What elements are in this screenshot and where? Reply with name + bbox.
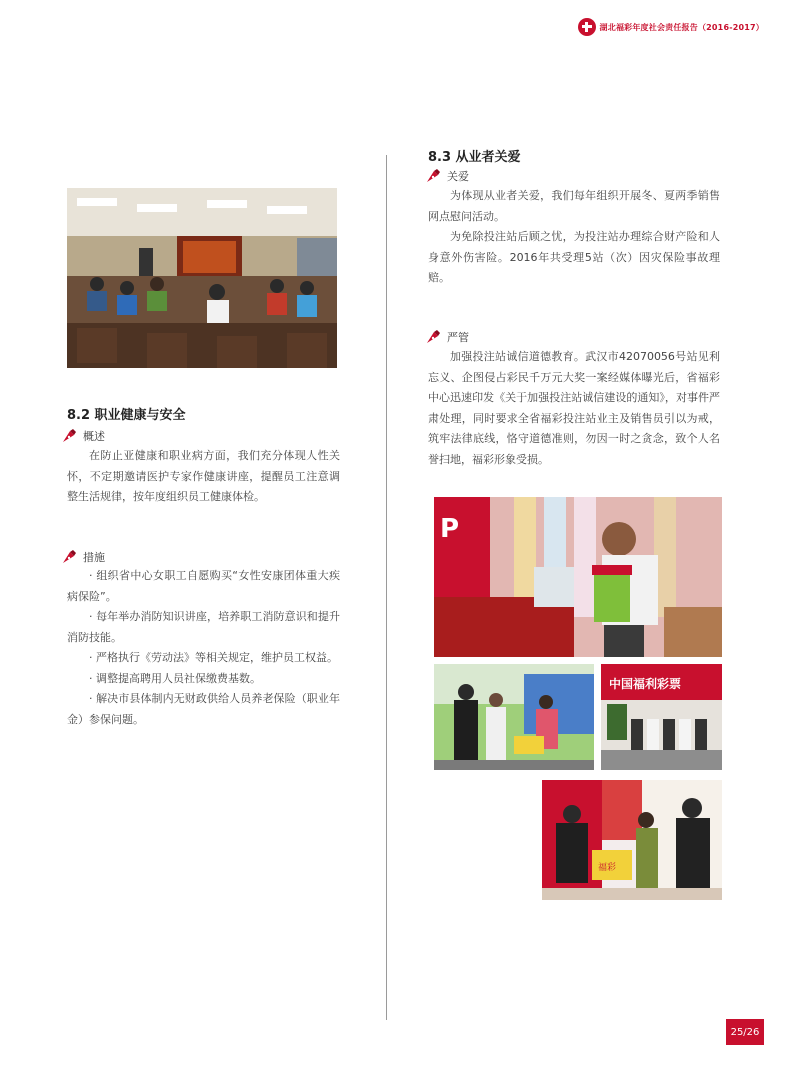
- subheading-measures-label: 措施: [83, 551, 105, 564]
- box-text: 福彩: [598, 863, 617, 873]
- svg-text:P: P: [440, 514, 460, 544]
- pen-nib-icon: [426, 330, 440, 344]
- measure-item: · 调整提高聘用人员社保缴费基数。: [89, 671, 261, 685]
- subheading-measures: [62, 549, 105, 565]
- care-text: [428, 186, 720, 289]
- measure-item: · 组织省中心女职工自愿购买“女性安康团体重大疾病保险”。: [67, 569, 340, 603]
- photo-station-visit-3: [542, 780, 722, 900]
- subheading-overview-label: 概述: [83, 430, 105, 443]
- strict-paragraph: 加强投注站诚信道德教育。武汉市42070056号站见利忘义、企图侵占彩民千万元大奖一案经媒体曝光后，省福彩中心迅速印发《关于加强投注站诚信建设的通知》，对事件严肃处理，同时要求全省福彩投注站业主及销售员引以为戒，筑牢法律底线，恪守道德准则，勿因一时之贪念，致个人名誉扫地，福彩形象受损。: [428, 350, 720, 466]
- header-title: 湖北福彩年度社会责任报告（2016-2017）: [599, 22, 764, 32]
- subheading-strict: [426, 329, 469, 345]
- shop-sign-text: 中国福利彩票: [609, 677, 682, 691]
- measure-item: · 严格执行《劳动法》等相关规定，维护员工权益。: [89, 651, 338, 664]
- care-paragraph: 为免除投注站后顾之忧，为投注站办理综合财产险和人身意外伤害险。2016年共受理5站（次）因灾保险事故理赔。: [428, 230, 720, 284]
- measure-item: · 解决市县体制内无财政供给人员养老保险（职业年金）参保问题。: [67, 692, 340, 726]
- care-paragraph: 为体现从业者关爱，我们每年组织开展冬、夏两季销售网点慰问活动。: [428, 189, 720, 223]
- page-number: 25/26: [726, 1019, 764, 1045]
- photo-station-visit-gift: [434, 497, 722, 657]
- measure-item: · 每年举办消防知识讲座，培养职工消防意识和提升消防技能。: [67, 610, 340, 644]
- welfare-lottery-logo: [578, 18, 596, 36]
- subheading-care-label: 关爱: [447, 170, 469, 183]
- section-title-8-3: 8.3 从业者关爱: [428, 150, 521, 165]
- measures-list: [67, 566, 340, 730]
- column-divider: [386, 155, 387, 1020]
- overview-paragraph: 在防止亚健康和职业病方面，我们充分体现人性关怀，不定期邀请医护专家作健康讲座，提醒员工注意调整生活规律，按年度组织员工健康体检。: [67, 449, 340, 503]
- overview-text: [67, 446, 340, 508]
- photo-health-lecture: [67, 188, 337, 368]
- subheading-care: [426, 168, 469, 184]
- pen-nib-icon: [426, 169, 440, 183]
- pen-nib-icon: [62, 429, 76, 443]
- strict-text: [428, 347, 720, 470]
- section-title-8-2: 8.2 职业健康与安全: [67, 408, 186, 423]
- subheading-strict-label: 严管: [447, 331, 469, 344]
- page-header: [578, 18, 764, 36]
- photo-lottery-shop-front: [601, 664, 722, 770]
- pen-nib-icon: [62, 550, 76, 564]
- subheading-overview: [62, 428, 105, 444]
- photo-station-visit-2: [434, 664, 594, 770]
